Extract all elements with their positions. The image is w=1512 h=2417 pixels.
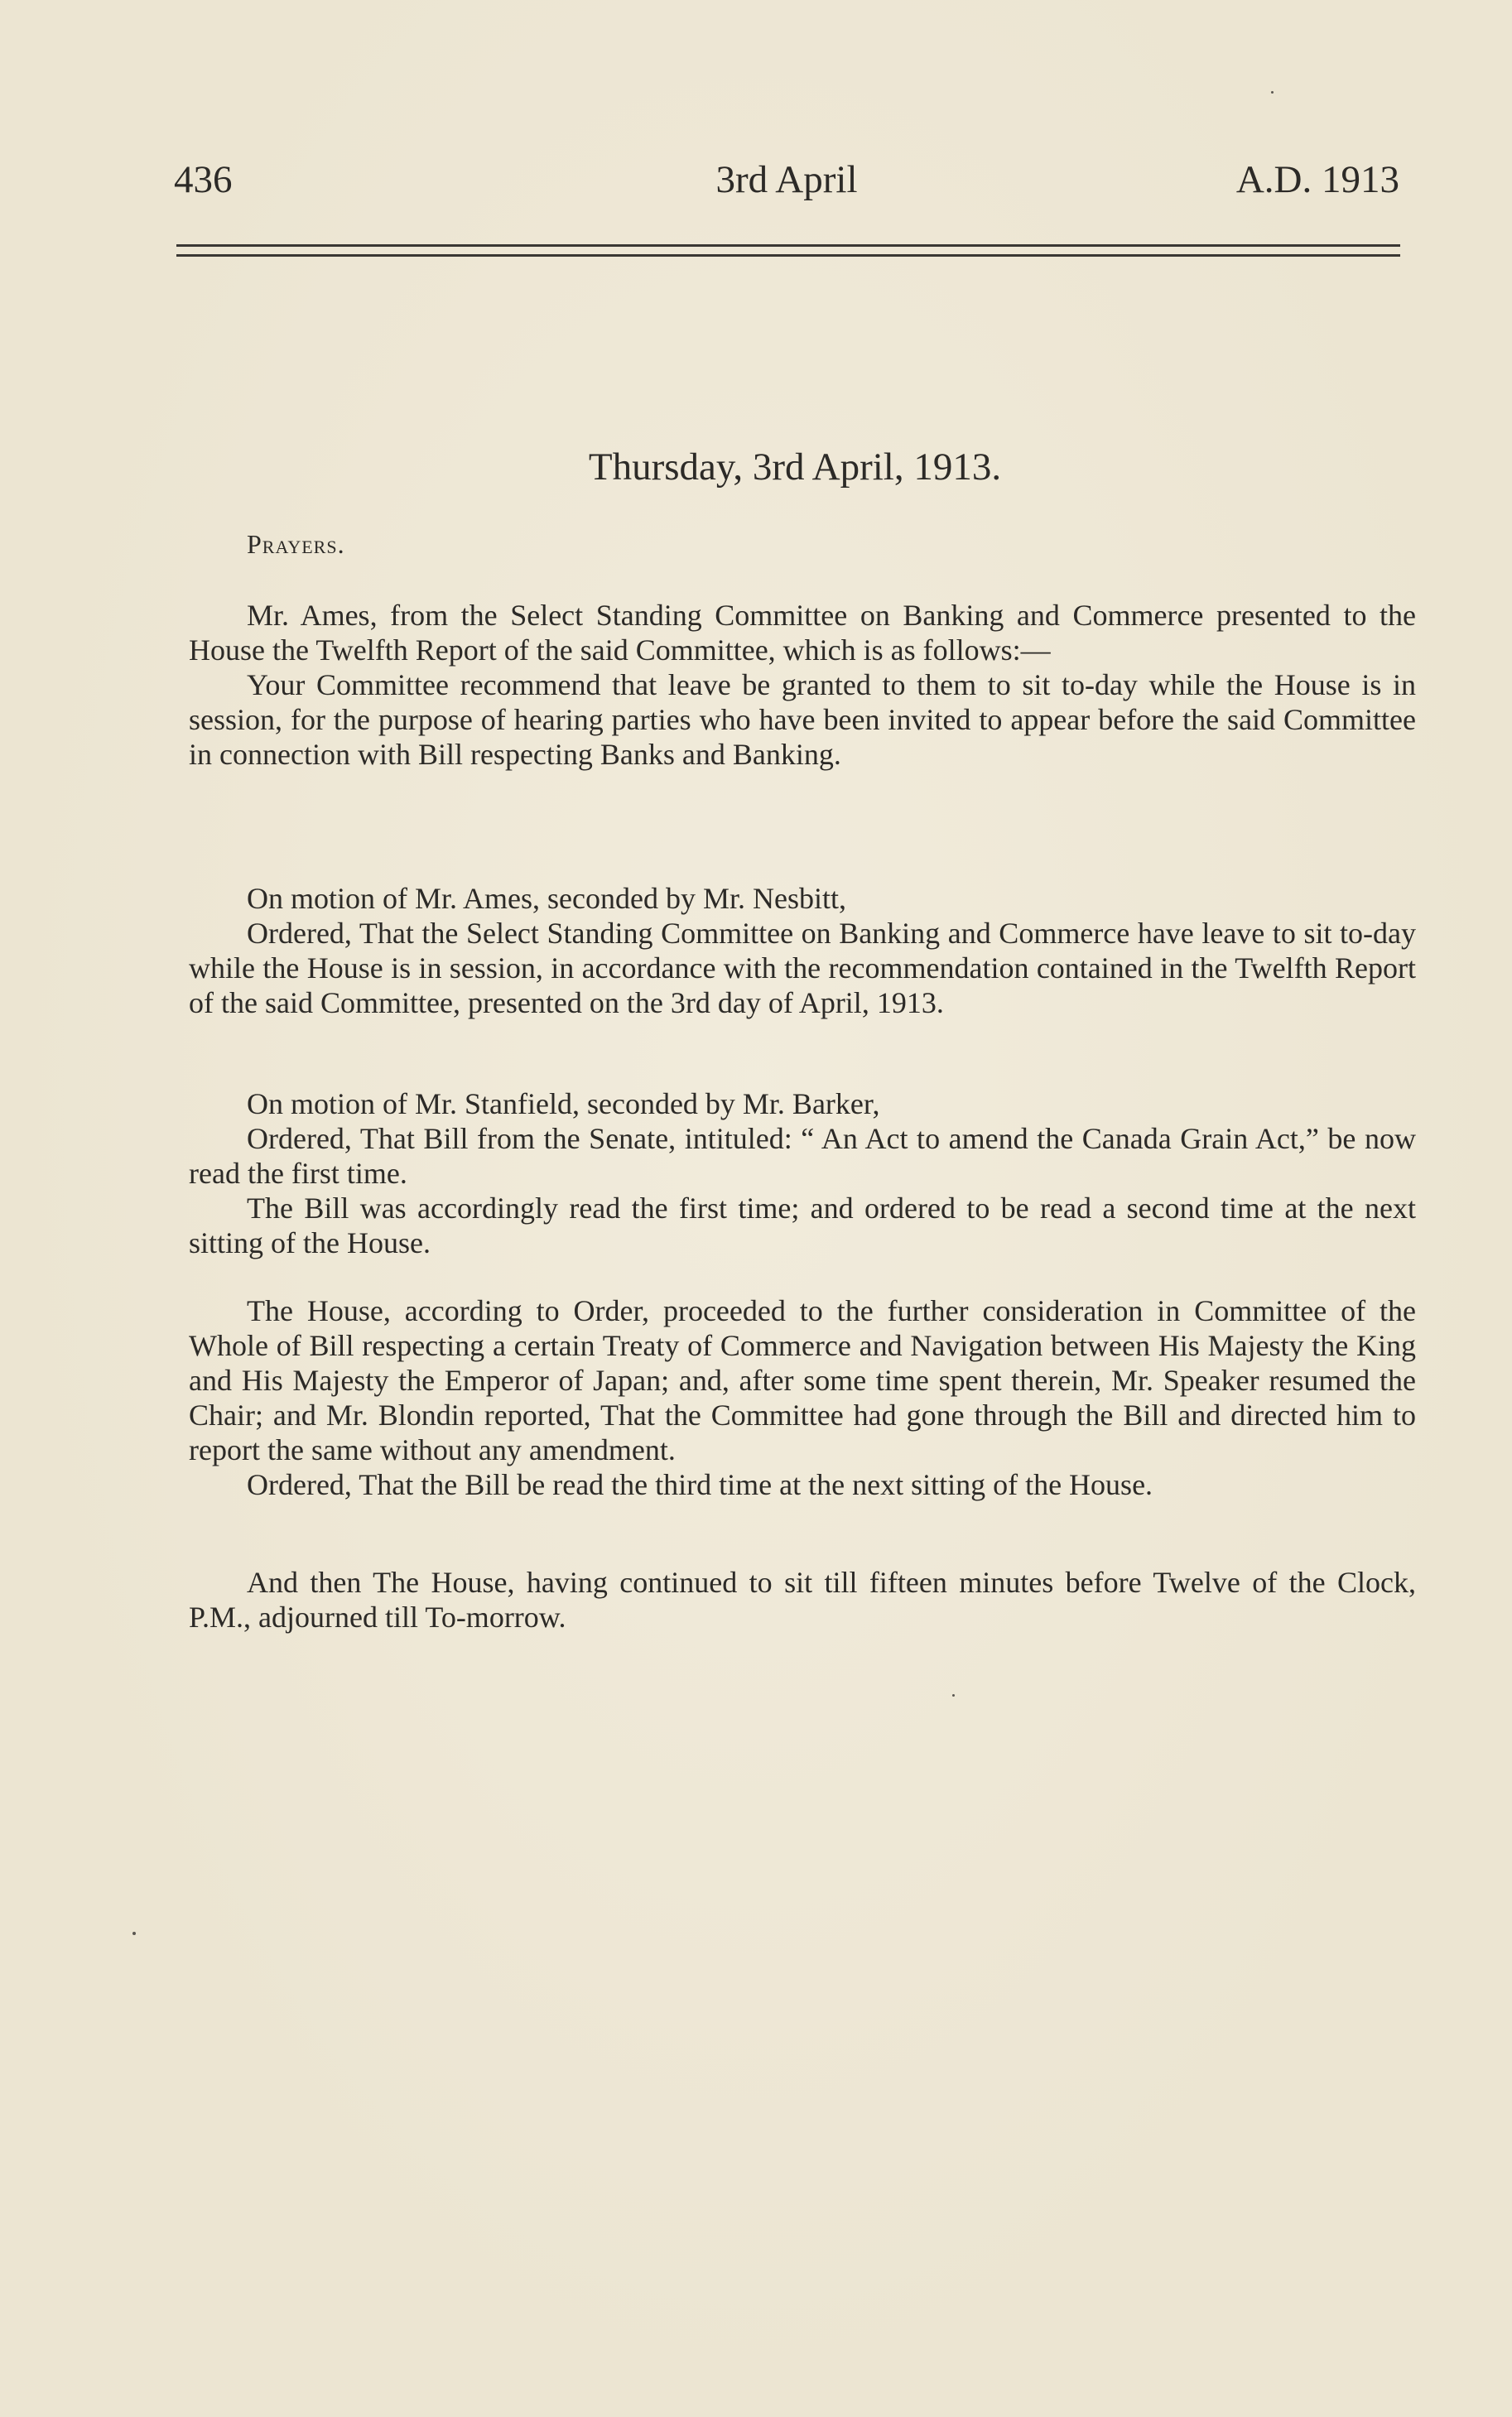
sitting-date-heading: Thursday, 3rd April, 1913.: [588, 445, 1002, 489]
paper-speck: [1271, 91, 1274, 94]
header-rule-top: [176, 244, 1400, 247]
report-body-paragraph: Your Committee recommend that leave be granted to them to sit to-day while the House is in session, for the purpose of hearing parties who have been invited to appear before the said Committee in connection with Bill respecting Banks and Banking.: [189, 668, 1416, 771]
motion2-intro: On motion of Mr. Stanfield, seconded by Mr. Barker,: [247, 1087, 880, 1120]
motion-stanfield-block: [189, 1086, 1416, 1260]
motion2-order: Ordered, That Bill from the Senate, intituled: “ An Act to amend the Canada Grain Act,” be now read the first time.: [189, 1122, 1416, 1190]
prayers-label: Prayers.: [247, 529, 345, 559]
committee-order-paragraph: Ordered, That the Bill be read the third time at the next sitting of the House.: [247, 1468, 1153, 1501]
committee-paragraph: The House, according to Order, proceeded to the further consideration in Committee of the Whole of Bill respecting a certain Treaty of Commerce and Navigation between His Majesty the King and His Majesty the Emperor of Japan; and, after some time spent therein, Mr. Speaker resumed the Chair; and Mr. Blondin reported, That the Committee had gone through the Bill and directed him to report the same without any amendment.: [189, 1294, 1416, 1466]
prayers-block: [189, 526, 1416, 561]
report-intro-paragraph: Mr. Ames, from the Select Standing Committee on Banking and Commerce presented to the House the Twelfth Report of the said Committee, which is as follows:—: [189, 599, 1416, 667]
header-rule-bottom: [176, 254, 1400, 257]
motion2-result: The Bill was accordingly read the first time; and ordered to be read a second time at the next sitting of the House.: [189, 1192, 1416, 1259]
motion-ames-block: [189, 881, 1416, 1020]
paper-speck: [952, 1694, 955, 1697]
adjournment-block: [189, 1565, 1416, 1635]
running-header: [174, 157, 1399, 207]
paper-speck: [132, 1932, 136, 1935]
committee-of-whole-block: [189, 1293, 1416, 1502]
page-number: 436: [174, 158, 233, 201]
header-year: A.D. 1913: [1235, 158, 1399, 201]
adjournment-paragraph: And then The House, having continued to sit till fifteen minutes before Twelve of the Clock, P.M., adjourned till To-morrow.: [189, 1566, 1416, 1634]
header-date: 3rd April: [715, 158, 858, 201]
motion1-order: Ordered, That the Select Standing Committee on Banking and Commerce have leave to sit to-day while the House is in session, in accordance with the recommendation contained in the Twelfth Report of the said Committee, presented on the 3rd day of April, 1913.: [189, 917, 1416, 1019]
committee-report-block: [189, 598, 1416, 772]
motion1-intro: On motion of Mr. Ames, seconded by Mr. Nesbitt,: [247, 882, 846, 915]
